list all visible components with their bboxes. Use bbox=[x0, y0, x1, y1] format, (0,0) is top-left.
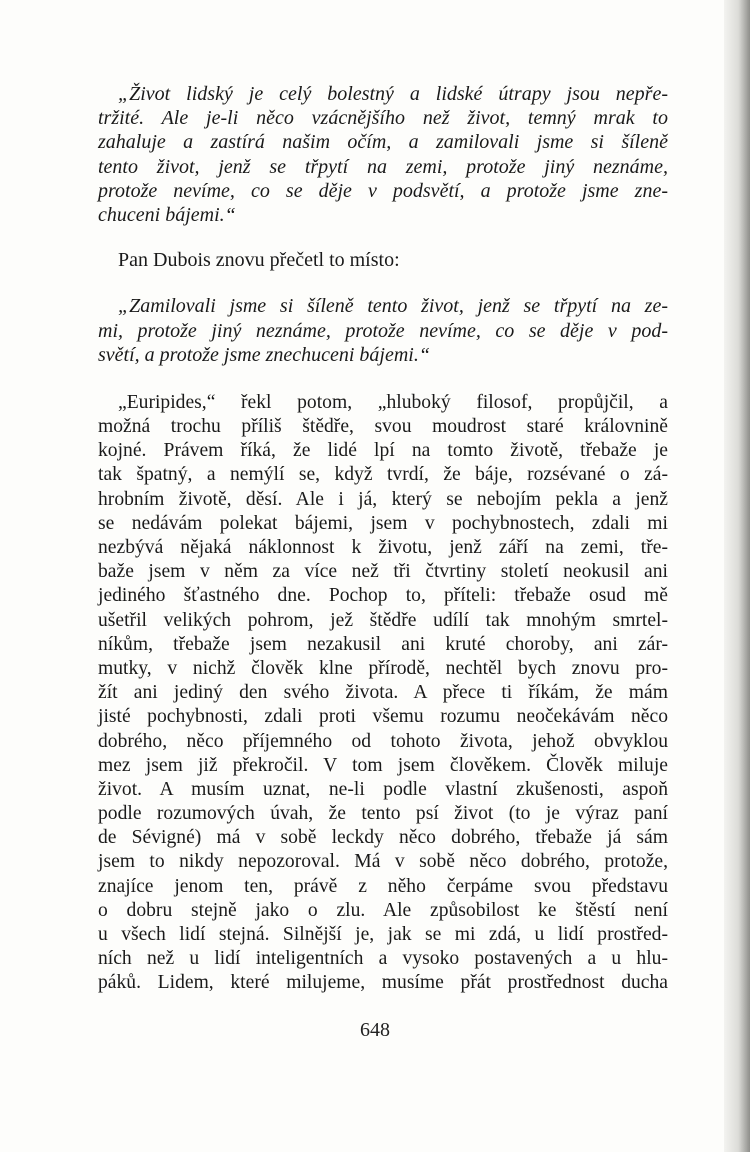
text-line: de Sévigné) má v sobě leckdy něco dobrého, třebaže já sám bbox=[98, 827, 668, 849]
text-line: jsem to nikdy nepozoroval. Má v sobě něco dobrého, protože, bbox=[98, 851, 668, 873]
text-line: „Život lidský je celý bolestný a lidské útrapy jsou nepře- bbox=[118, 83, 668, 105]
quote-euripides-repeated bbox=[98, 294, 668, 367]
text-line: Pan Dubois znovu přečetl to místo: bbox=[118, 249, 400, 272]
quote-euripides-full bbox=[98, 82, 668, 227]
text-line: jisté pochybnosti, zdali proti všemu rozumu neočekávám něco bbox=[98, 706, 668, 728]
text-line: tržité. Ale je-li něco vzácnějšího než život, temný mrak to bbox=[98, 107, 668, 130]
text-line: jediného šťastného dne. Pochop to, příteli: třebaže osud mě bbox=[98, 585, 668, 607]
text-line: chuceni bájemi.“ bbox=[98, 203, 236, 226]
text-line: mez jsem již překročil. V tom jsem člověkem. Člověk miluje bbox=[98, 754, 668, 776]
text-line: nezbývá nějaká náklonnost k životu, jenž září na zemi, tře- bbox=[98, 537, 668, 558]
text-line: ních než u lidí inteligentních a vysoko postavených a u hlu- bbox=[98, 948, 668, 970]
text-line: ušetřil velikých pohrom, jež štědře udílí tak mnohým smrtel- bbox=[98, 609, 668, 631]
narration-paragraph bbox=[98, 248, 668, 272]
main-paragraph bbox=[98, 391, 668, 996]
text-line: se nedávám polekat bájemi, jsem v pochybnostech, zdali mi bbox=[98, 512, 668, 534]
text-line: o dobru stejně jako o zlu. Ale způsobilost ke štěstí není bbox=[98, 899, 668, 921]
text-line: baže jsem v něm za více než tři čtvrtiny století neokusil ani bbox=[98, 561, 668, 583]
text-line: žít ani jediný den svého života. A přece ti říkám, že mám bbox=[98, 682, 668, 704]
text-line: páků. Lidem, které milujeme, musíme přát prostřednost ducha bbox=[98, 972, 668, 994]
text-line: život. A musím uznat, ne-li podle vlastní zkušenosti, aspoň bbox=[98, 778, 668, 800]
text-line: hrobním životě, děsí. Ale i já, který se nebojím pekla a jenž bbox=[98, 488, 668, 510]
text-line: zahaluje a zastírá našim očím, a zamilovali jsme si šíleně bbox=[98, 131, 668, 154]
book-page bbox=[98, 82, 668, 996]
text-line: protože nevíme, co se děje v podsvětí, a protože jsme zne- bbox=[98, 179, 668, 202]
text-line: kojné. Právem říká, že lidé lpí na tomto životě, třebaže je bbox=[98, 440, 668, 462]
text-line: „Zamilovali jsme si šíleně tento život, jenž se třpytí na ze- bbox=[118, 295, 668, 318]
text-line: mutky, v nichž člověk klne přírodě, nechtěl bych znovu pro- bbox=[98, 657, 668, 679]
text-line: tak špatný, a nemýlí se, když tvrdí, že báje, rozsévané o zá- bbox=[98, 464, 668, 486]
text-line: „Euripides,“ řekl potom, „hluboký filosof, propůjčil, a bbox=[118, 391, 668, 413]
text-line: níkům, třebaže jsem nezakusil ani kruté choroby, ani zár- bbox=[98, 633, 668, 655]
text-line: znajíce jenom ten, právě z něho čerpáme svou představu bbox=[98, 875, 668, 897]
text-line: podle rozumových úvah, že tento psí život (to je výraz paní bbox=[98, 803, 668, 825]
text-line: tento život, jenž se třpytí na zemi, protože jiný neznáme, bbox=[98, 155, 668, 178]
text-line: světí, a protože jsme znechuceni bájemi.“ bbox=[98, 343, 430, 366]
text-line: mi, protože jiný neznáme, protože nevíme, co se děje v pod- bbox=[98, 319, 668, 342]
page-number: 648 bbox=[360, 1019, 390, 1041]
page-edge-shadow bbox=[724, 0, 750, 1152]
text-line: dobrého, něco příjemného od tohoto života, jehož obvyklou bbox=[98, 730, 668, 752]
text-line: u všech lidí stejná. Silnější je, jak se mi zdá, u lidí prostřed- bbox=[98, 924, 668, 945]
text-line: možná trochu příliš štědře, svou moudrost staré královnině bbox=[98, 416, 668, 438]
